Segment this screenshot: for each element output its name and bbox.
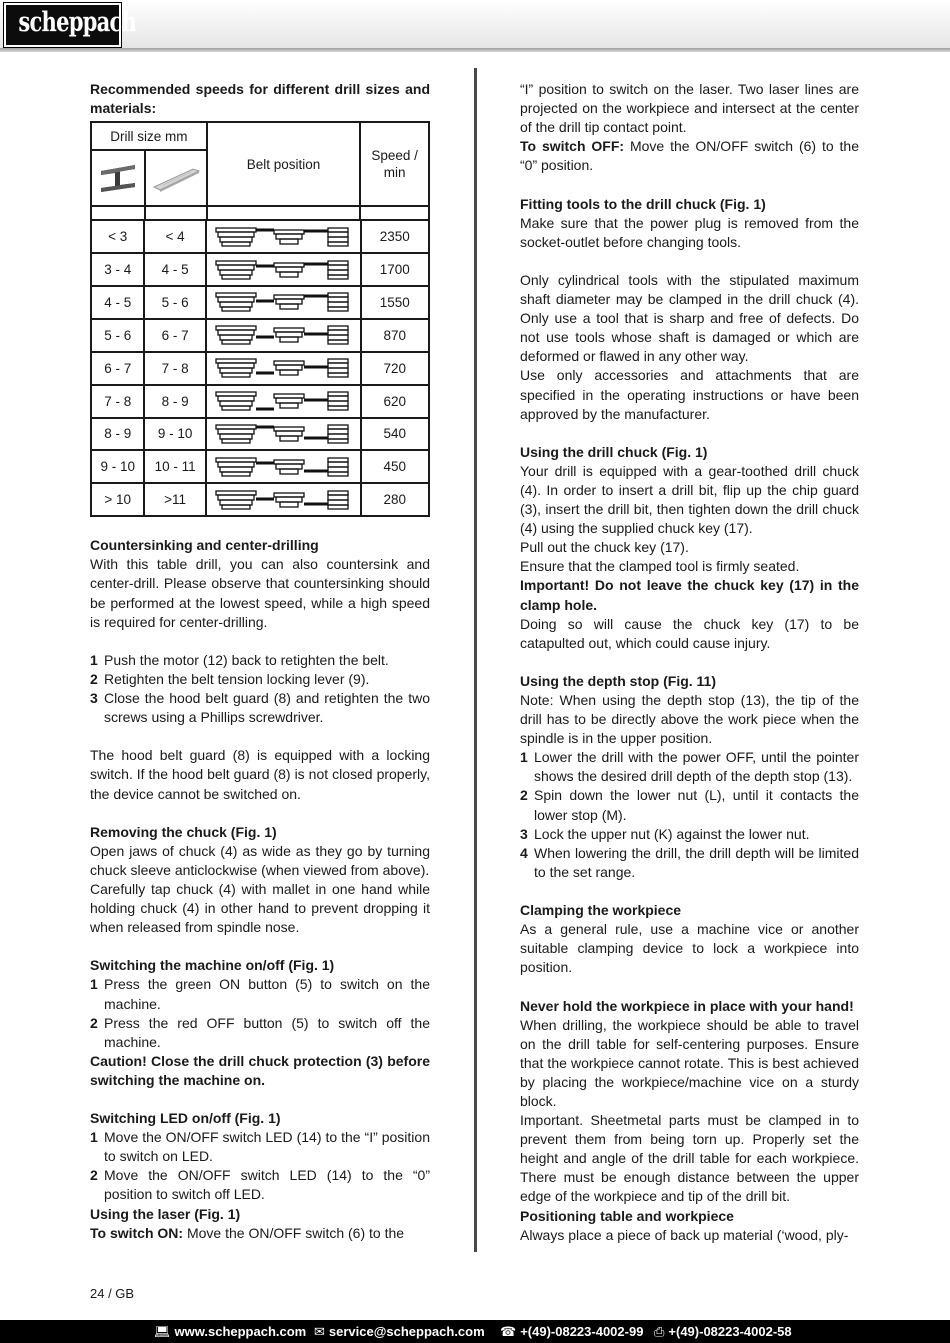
list-item: 3 Lock the upper nut (K) against the lower nut. [520, 825, 810, 842]
table-row [91, 385, 429, 418]
speed-table-heading: Recommended speeds for different drill sizes and materials: [90, 81, 430, 117]
belt-position-header: Belt position [207, 122, 361, 206]
steel-size-cell: 9 - 10 [91, 450, 144, 483]
wood-plank-icon [145, 150, 207, 206]
footer-fax: ⎙ +(49)-08223-4002-58 [654, 1324, 792, 1339]
page-header [0, 0, 950, 52]
chuck-important: Important! Do not leave the chuck key (17) in the clamp hole. [520, 577, 859, 613]
list-item: 1 Push the motor (12) back to retighten the belt. [90, 651, 389, 668]
never-hold-title: Never hold the workpiece in place with your hand! [520, 997, 854, 1014]
chuck-text-4: Doing so will cause the chuck key (17) to be catapulted out, which could cause injury. [520, 615, 859, 651]
speed-cell: 620 [361, 385, 429, 418]
table-row [91, 253, 429, 286]
table-row [91, 220, 429, 253]
belt-position-9-icon [206, 483, 361, 516]
removing-text-1: Open jaws of chuck (4) as wide as they go by turning chuck sleeve anticlockwise (when viewed from above). [90, 842, 430, 878]
brand-logo [4, 3, 137, 47]
wood-size-cell: 10 - 11 [144, 450, 205, 483]
hood-text: The hood belt guard (8) is equipped with a locking switch. If the hood belt guard (8) is not closed properly, the device cannot be switched on. [90, 747, 430, 802]
wood-size-cell: 4 - 5 [144, 253, 205, 286]
steel-beam-icon [91, 150, 145, 206]
computer-icon: 💻︎ [154, 1324, 171, 1339]
list-item: 4 When lowering the drill, the drill depth will be limited to the set range. [520, 844, 859, 880]
speed-cell: 450 [361, 450, 429, 483]
list-item: 2 Retighten the belt tension locking lever (9). [90, 670, 370, 687]
speed-header: Speed / min [360, 122, 429, 206]
belt-position-6-icon [206, 385, 361, 418]
sheetmetal-text: Important. Sheetmetal parts must be clamped in to prevent them from being torn up. Properly set the height and angle of the drill table for each workpiece. There must be enough distance between the upper edge of the workpiece and tip of the drill bit. [520, 1112, 859, 1205]
never-hold-text: When drilling, the workpiece should be able to travel on the drill table for self-centering purposes. Ensure that the workpiece cannot rotate. This is best achieved by placing the workpiece/machine vice on a sturdy block. [520, 1016, 859, 1109]
telephone-icon: ☎ [500, 1324, 517, 1339]
wood-size-cell: 8 - 9 [144, 385, 205, 418]
list-item: 3 Close the hood belt guard (8) and retighten the two screws using a Phillips screwdriver. [90, 690, 430, 726]
right-column [520, 80, 859, 1245]
table-row [91, 286, 429, 319]
speed-cell: 1700 [361, 253, 429, 286]
page-footer [0, 1320, 950, 1343]
list-item: 1 Move the ON/OFF switch LED (14) to the “I” position to switch on LED. [90, 1129, 430, 1165]
steel-size-cell: > 10 [91, 483, 144, 516]
wood-size-cell: 9 - 10 [144, 418, 205, 451]
removing-title: Removing the chuck (Fig. 1) [90, 823, 277, 840]
steel-size-cell: 8 - 9 [91, 418, 144, 451]
countersink-steps [90, 651, 430, 727]
belt-position-2-icon [206, 253, 361, 286]
removing-text-2: Carefully tap chuck (4) with mallet in one hand while holding chuck (4) in other hand to prevent dropping it when released from spindle nose. [90, 880, 430, 936]
steel-size-cell: 5 - 6 [91, 319, 144, 352]
table-row [91, 450, 429, 483]
list-item: 1 Press the green ON button (5) to switch on the machine. [90, 976, 430, 1012]
header-shadow [0, 48, 950, 52]
wood-size-cell: >11 [144, 483, 205, 516]
table-row [91, 319, 429, 352]
list-item: 1 Lower the drill with the power OFF, until the pointer shows the desired drill depth of the depth stop (13). [520, 749, 859, 785]
belt-position-5-icon [206, 352, 361, 385]
table-row [91, 483, 429, 516]
footer-phone: ☎ +(49)-08223-4002-99 [500, 1324, 644, 1339]
laser-off-text: To switch OFF: Move the ON/OFF switch (6) to the “0” position. [520, 138, 859, 174]
list-item: 2 Press the red OFF button (5) to switch off the machine. [90, 1014, 430, 1050]
clamping-text: As a general rule, use a machine vice or another suitable clamping device to lock a workpiece into position. [520, 921, 859, 976]
table-row [91, 418, 429, 451]
page-number: 24 / GB [90, 1286, 135, 1301]
belt-position-1-icon [206, 220, 361, 253]
speed-cell: 540 [361, 418, 429, 451]
column-divider [474, 68, 477, 1252]
footer-website[interactable]: 💻︎ www.scheppach.com [154, 1324, 307, 1339]
switching-title: Switching the machine on/off (Fig. 1) [90, 957, 335, 974]
speed-table-rows [90, 219, 430, 517]
steel-size-cell: 4 - 5 [91, 286, 144, 319]
chuck-text-2: Pull out the chuck key (17). [520, 539, 689, 556]
speed-cell: 870 [361, 319, 429, 352]
brand-logo-text: scheppach [18, 7, 137, 38]
fitting-text: Make sure that the power plug is removed from the socket-outlet before changing tools. [520, 214, 859, 250]
speed-cell: 280 [361, 483, 429, 516]
speed-cell: 1550 [361, 286, 429, 319]
speed-cell: 2350 [361, 220, 429, 253]
depth-note: Note: When using the depth stop (13), the tip of the drill has to be directly above the work piece when the spindle is in the upper position. [520, 692, 859, 747]
countersink-title: Countersinking and center-drilling [90, 537, 319, 554]
table-row [91, 352, 429, 385]
belt-position-8-icon [206, 450, 361, 483]
drill-size-header: Drill size mm [91, 122, 207, 150]
steel-size-cell: 7 - 8 [91, 385, 144, 418]
depth-title: Using the depth stop (Fig. 11) [520, 672, 716, 689]
laser-title: Using the laser (Fig. 1) [90, 1205, 241, 1222]
speed-table-body [90, 219, 430, 517]
envelope-icon: ✉ [314, 1324, 325, 1339]
led-title: Switching LED on/off (Fig. 1) [90, 1110, 281, 1127]
chuck-title: Using the drill chuck (Fig. 1) [520, 443, 708, 460]
depth-steps [520, 748, 859, 882]
fitting-title: Fitting tools to the drill chuck (Fig. 1) [520, 195, 766, 212]
chuck-text-1: Your drill is equipped with a gear-toothed drill chuck (4). In order to insert a drill bit, flip up the chip guard (3), insert the drill bit, then tighten down the drill chuck (4) using the supplied chuck key (17). [520, 462, 859, 537]
steel-size-cell: < 3 [91, 220, 144, 253]
positioning-title: Positioning table and workpiece [520, 1207, 734, 1224]
belt-position-4-icon [206, 319, 361, 352]
list-item: 2 Move the ON/OFF switch LED (14) to the “0” position to switch off LED. [90, 1167, 430, 1203]
steel-size-cell: 6 - 7 [91, 352, 144, 385]
list-item: 2 Spin down the lower nut (L), until it contacts the lower stop (M). [520, 787, 859, 823]
wood-size-cell: < 4 [144, 220, 205, 253]
left-column [90, 80, 430, 1243]
belt-position-7-icon [206, 418, 361, 451]
led-steps [90, 1128, 430, 1204]
clamping-title: Clamping the workpiece [520, 902, 682, 919]
cylindrical-text-2: Use only accessories and attachments that are specified in the operating instructions or have been approved by the manufacturer. [520, 367, 859, 422]
speed-table [90, 121, 430, 221]
wood-size-cell: 5 - 6 [144, 286, 205, 319]
positioning-text: Always place a piece of back up material (‘wood, ply- [520, 1226, 849, 1243]
wood-size-cell: 6 - 7 [144, 319, 205, 352]
switching-steps [90, 975, 430, 1051]
footer-email[interactable]: ✉ service@scheppach.com [314, 1324, 485, 1339]
wood-size-cell: 7 - 8 [144, 352, 205, 385]
laser-continued-text: “I” position to switch on the laser. Two laser lines are projected on the workpiece and intersect at the center of the drill tip contact point. [520, 81, 859, 136]
fax-icon: ⎙ [654, 1324, 665, 1339]
chuck-text-3: Ensure that the clamped tool is firmly seated. [520, 558, 800, 575]
cylindrical-text-1: Only cylindrical tools with the stipulated maximum shaft diameter may be clamped in the drill chuck (4). Only use a tool that is sharp and free of defects. Do not use tools whose shaft is damaged or which are deformed or flawed in any other way. [520, 271, 859, 365]
switching-caution: Caution! Close the drill chuck protection (3) before switching the machine on. [90, 1052, 430, 1088]
belt-position-3-icon [206, 286, 361, 319]
speed-cell: 720 [361, 352, 429, 385]
countersink-text: With this table drill, you can also countersink and center-drill. Please observe that countersinking should be performed at the lowest speed, while a high speed is required for center-drilling. [90, 556, 430, 630]
steel-size-cell: 3 - 4 [91, 253, 144, 286]
laser-on-text: To switch ON: Move the ON/OFF switch (6) to the [90, 1224, 405, 1241]
